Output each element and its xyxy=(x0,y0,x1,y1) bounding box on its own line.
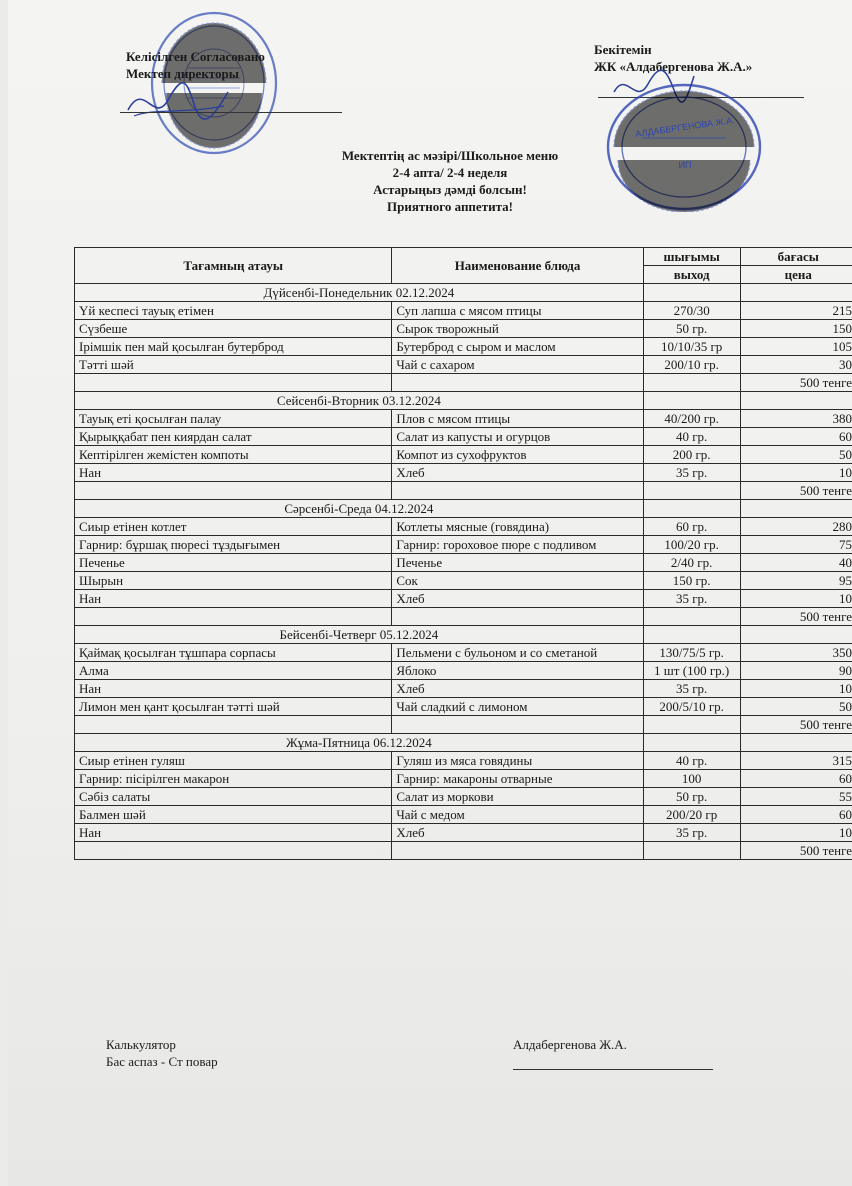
approval-left xyxy=(126,48,265,82)
dish-kz-cell: Алма xyxy=(75,662,392,680)
total-row xyxy=(75,608,852,626)
day-title: Сейсенбі-Вторник 03.12.2024 xyxy=(75,392,644,410)
day-title: Сәрсенбі-Среда 04.12.2024 xyxy=(75,500,644,518)
dish-out-cell: 35 гр. xyxy=(643,680,740,698)
table-row xyxy=(75,338,852,356)
table-row xyxy=(75,356,852,374)
empty-cell xyxy=(643,608,740,626)
header-price-kz: бағасы xyxy=(740,248,852,266)
dish-out-cell: 150 гр. xyxy=(643,572,740,590)
empty-cell xyxy=(643,374,740,392)
dish-price-cell: 60 xyxy=(740,806,852,824)
empty-cell xyxy=(643,500,740,518)
dish-ru-cell: Салат из капусты и огурцов xyxy=(392,428,643,446)
footer-left xyxy=(106,1036,218,1070)
empty-cell xyxy=(392,608,643,626)
table-row xyxy=(75,698,852,716)
empty-cell xyxy=(392,716,643,734)
dish-out-cell: 40 гр. xyxy=(643,428,740,446)
table-row xyxy=(75,680,852,698)
dish-ru-cell: Чай сладкий с лимоном xyxy=(392,698,643,716)
table-row xyxy=(75,320,852,338)
table-row xyxy=(75,518,852,536)
dish-kz-cell: Гарнир: бұршақ пюресі тұздығымен xyxy=(75,536,392,554)
dish-out-cell: 1 шт (100 гр.) xyxy=(643,662,740,680)
signer-name: Алдабергенова Ж.А. xyxy=(513,1037,627,1052)
entrepreneur-label: ЖК «Алдабергенова Ж.А.» xyxy=(594,59,753,74)
empty-cell xyxy=(75,374,392,392)
day-total: 500 тенге xyxy=(740,374,852,392)
dish-out-cell: 35 гр. xyxy=(643,824,740,842)
dish-kz-cell: Тәтті шәй xyxy=(75,356,392,374)
empty-cell xyxy=(643,284,740,302)
header-kz: Тағамның атауы xyxy=(75,248,392,284)
dish-price-cell: 380 xyxy=(740,410,852,428)
day-row xyxy=(75,626,852,644)
empty-cell xyxy=(392,842,643,860)
dish-kz-cell: Лимон мен қант қосылған тәтті шәй xyxy=(75,698,392,716)
dish-kz-cell: Сүзбеше xyxy=(75,320,392,338)
table-row xyxy=(75,536,852,554)
dish-price-cell: 10 xyxy=(740,590,852,608)
header-out-ru: выход xyxy=(643,266,740,284)
day-row xyxy=(75,500,852,518)
empty-cell xyxy=(643,482,740,500)
dish-ru-cell: Суп лапша с мясом птицы xyxy=(392,302,643,320)
dish-ru-cell: Гарнир: гороховое пюре с подливом xyxy=(392,536,643,554)
table-header-row xyxy=(75,248,852,266)
table-row xyxy=(75,446,852,464)
dish-kz-cell: Қаймақ қосылған тұшпара сорпасы xyxy=(75,644,392,662)
empty-cell xyxy=(740,734,852,752)
table-row xyxy=(75,770,852,788)
dish-price-cell: 10 xyxy=(740,680,852,698)
dish-kz-cell: Үй кеспесі тауық етімен xyxy=(75,302,392,320)
menu-title xyxy=(308,147,592,215)
dish-out-cell: 10/10/35 гр xyxy=(643,338,740,356)
dish-out-cell: 50 гр. xyxy=(643,788,740,806)
dish-out-cell: 35 гр. xyxy=(643,464,740,482)
day-total: 500 тенге xyxy=(740,482,852,500)
header-price-ru: цена xyxy=(740,266,852,284)
dish-ru-cell: Гуляш из мяса говядины xyxy=(392,752,643,770)
dish-price-cell: 315 xyxy=(740,752,852,770)
dish-out-cell: 40/200 гр. xyxy=(643,410,740,428)
agreed-label: Келісілген Согласовано xyxy=(126,49,265,64)
dish-out-cell: 200 гр. xyxy=(643,446,740,464)
dish-ru-cell: Хлеб xyxy=(392,824,643,842)
table-row xyxy=(75,590,852,608)
empty-cell xyxy=(643,734,740,752)
dish-ru-cell: Хлеб xyxy=(392,464,643,482)
empty-cell xyxy=(392,482,643,500)
dish-out-cell: 35 гр. xyxy=(643,590,740,608)
dish-price-cell: 40 xyxy=(740,554,852,572)
dish-ru-cell: Компот из сухофруктов xyxy=(392,446,643,464)
menu-greeting-kz: Астарыңыз дәмді болсын! xyxy=(373,182,527,197)
document-page xyxy=(8,0,852,1186)
calculator-label: Калькулятор xyxy=(106,1037,176,1052)
dish-kz-cell: Балмен шәй xyxy=(75,806,392,824)
dish-kz-cell: Қырыққабат пен киярдан салат xyxy=(75,428,392,446)
menu-title-line: Мектептің ас мәзірі/Школьное меню xyxy=(341,148,559,163)
chef-label: Бас аспаз - Ст повар xyxy=(106,1054,218,1069)
dish-price-cell: 350 xyxy=(740,644,852,662)
empty-cell xyxy=(740,500,852,518)
dish-ru-cell: Котлеты мясные (говядина) xyxy=(392,518,643,536)
dish-price-cell: 95 xyxy=(740,572,852,590)
approve-label: Бекітемін xyxy=(594,42,652,57)
dish-ru-cell: Салат из моркови xyxy=(392,788,643,806)
footer-signature-line xyxy=(513,1069,713,1070)
dish-price-cell: 150 xyxy=(740,320,852,338)
table-row xyxy=(75,572,852,590)
table-row xyxy=(75,644,852,662)
empty-cell xyxy=(75,716,392,734)
table-row xyxy=(75,464,852,482)
table-row xyxy=(75,662,852,680)
day-total: 500 тенге xyxy=(740,842,852,860)
dish-price-cell: 215 xyxy=(740,302,852,320)
dish-price-cell: 50 xyxy=(740,698,852,716)
dish-ru-cell: Хлеб xyxy=(392,590,643,608)
dish-kz-cell: Нан xyxy=(75,680,392,698)
dish-out-cell: 200/5/10 гр. xyxy=(643,698,740,716)
dish-price-cell: 60 xyxy=(740,770,852,788)
day-row xyxy=(75,392,852,410)
dish-kz-cell: Сиыр етінен гуляш xyxy=(75,752,392,770)
total-row xyxy=(75,482,852,500)
director-label: Мектеп директоры xyxy=(126,66,239,81)
table-row xyxy=(75,302,852,320)
dish-out-cell: 2/40 гр. xyxy=(643,554,740,572)
dish-kz-cell: Нан xyxy=(75,590,392,608)
seal-name-text: АЛДАБЕРГЕНОВА Ж.А. xyxy=(634,115,736,139)
day-title: Дүйсенбі-Понедельник 02.12.2024 xyxy=(75,284,644,302)
total-row xyxy=(75,842,852,860)
dish-price-cell: 60 xyxy=(740,428,852,446)
dish-ru-cell: Сырок творожный xyxy=(392,320,643,338)
total-row xyxy=(75,374,852,392)
dish-ru-cell: Гарнир: макароны отварные xyxy=(392,770,643,788)
dish-kz-cell: Кептірілген жемістен компоты xyxy=(75,446,392,464)
empty-cell xyxy=(740,626,852,644)
table-row xyxy=(75,788,852,806)
table-row xyxy=(75,554,852,572)
table-row xyxy=(75,410,852,428)
seal-ip-text: ИП xyxy=(678,160,692,170)
dish-out-cell: 200/20 гр xyxy=(643,806,740,824)
dish-price-cell: 280 xyxy=(740,518,852,536)
dish-out-cell: 50 гр. xyxy=(643,320,740,338)
empty-cell xyxy=(740,392,852,410)
dish-out-cell: 60 гр. xyxy=(643,518,740,536)
empty-cell xyxy=(643,392,740,410)
menu-table-body xyxy=(75,284,852,860)
dish-price-cell: 55 xyxy=(740,788,852,806)
dish-out-cell: 270/30 xyxy=(643,302,740,320)
empty-cell xyxy=(643,842,740,860)
dish-kz-cell: Гарнир: пісірілген макарон xyxy=(75,770,392,788)
day-row xyxy=(75,284,852,302)
table-row xyxy=(75,806,852,824)
entrepreneur-seal-stamp xyxy=(604,82,764,212)
dish-kz-cell: Печенье xyxy=(75,554,392,572)
dish-kz-cell: Сиыр етінен котлет xyxy=(75,518,392,536)
day-title: Жұма-Пятница 06.12.2024 xyxy=(75,734,644,752)
dish-out-cell: 200/10 гр. xyxy=(643,356,740,374)
empty-cell xyxy=(643,626,740,644)
empty-cell xyxy=(643,716,740,734)
dish-price-cell: 10 xyxy=(740,824,852,842)
menu-table xyxy=(74,247,852,860)
dish-kz-cell: Нан xyxy=(75,824,392,842)
dish-price-cell: 50 xyxy=(740,446,852,464)
dish-price-cell: 10 xyxy=(740,464,852,482)
dish-price-cell: 90 xyxy=(740,662,852,680)
menu-greeting-ru: Приятного аппетита! xyxy=(387,199,513,214)
dish-ru-cell: Печенье xyxy=(392,554,643,572)
dish-ru-cell: Чай с медом xyxy=(392,806,643,824)
dish-price-cell: 30 xyxy=(740,356,852,374)
dish-out-cell: 40 гр. xyxy=(643,752,740,770)
dish-out-cell: 130/75/5 гр. xyxy=(643,644,740,662)
header-out-kz: шығымы xyxy=(643,248,740,266)
dish-kz-cell: Сәбіз салаты xyxy=(75,788,392,806)
dish-ru-cell: Сок xyxy=(392,572,643,590)
day-title: Бейсенбі-Четверг 05.12.2024 xyxy=(75,626,644,644)
dish-kz-cell: Ірімшік пен май қосылған бутерброд xyxy=(75,338,392,356)
dish-out-cell: 100/20 гр. xyxy=(643,536,740,554)
empty-cell xyxy=(740,284,852,302)
dish-kz-cell: Нан xyxy=(75,464,392,482)
table-row xyxy=(75,824,852,842)
dish-out-cell: 100 xyxy=(643,770,740,788)
dish-ru-cell: Хлеб xyxy=(392,680,643,698)
header-ru: Наименование блюда xyxy=(392,248,643,284)
dish-ru-cell: Бутерброд с сыром и маслом xyxy=(392,338,643,356)
dish-kz-cell: Шырын xyxy=(75,572,392,590)
day-total: 500 тенге xyxy=(740,608,852,626)
empty-cell xyxy=(75,608,392,626)
menu-week-line: 2-4 апта/ 2-4 неделя xyxy=(392,165,508,180)
empty-cell xyxy=(75,482,392,500)
dish-ru-cell: Пельмени с бульоном и со сметаной xyxy=(392,644,643,662)
table-row xyxy=(75,428,852,446)
dish-ru-cell: Яблоко xyxy=(392,662,643,680)
dish-ru-cell: Чай с сахаром xyxy=(392,356,643,374)
total-row xyxy=(75,716,852,734)
empty-cell xyxy=(392,374,643,392)
dish-price-cell: 75 xyxy=(740,536,852,554)
footer-right xyxy=(513,1036,627,1053)
dish-ru-cell: Плов с мясом птицы xyxy=(392,410,643,428)
signature-line-left xyxy=(120,112,342,113)
empty-cell xyxy=(75,842,392,860)
day-total: 500 тенге xyxy=(740,716,852,734)
table-row xyxy=(75,752,852,770)
dish-price-cell: 105 xyxy=(740,338,852,356)
dish-kz-cell: Тауық еті қосылған палау xyxy=(75,410,392,428)
day-row xyxy=(75,734,852,752)
